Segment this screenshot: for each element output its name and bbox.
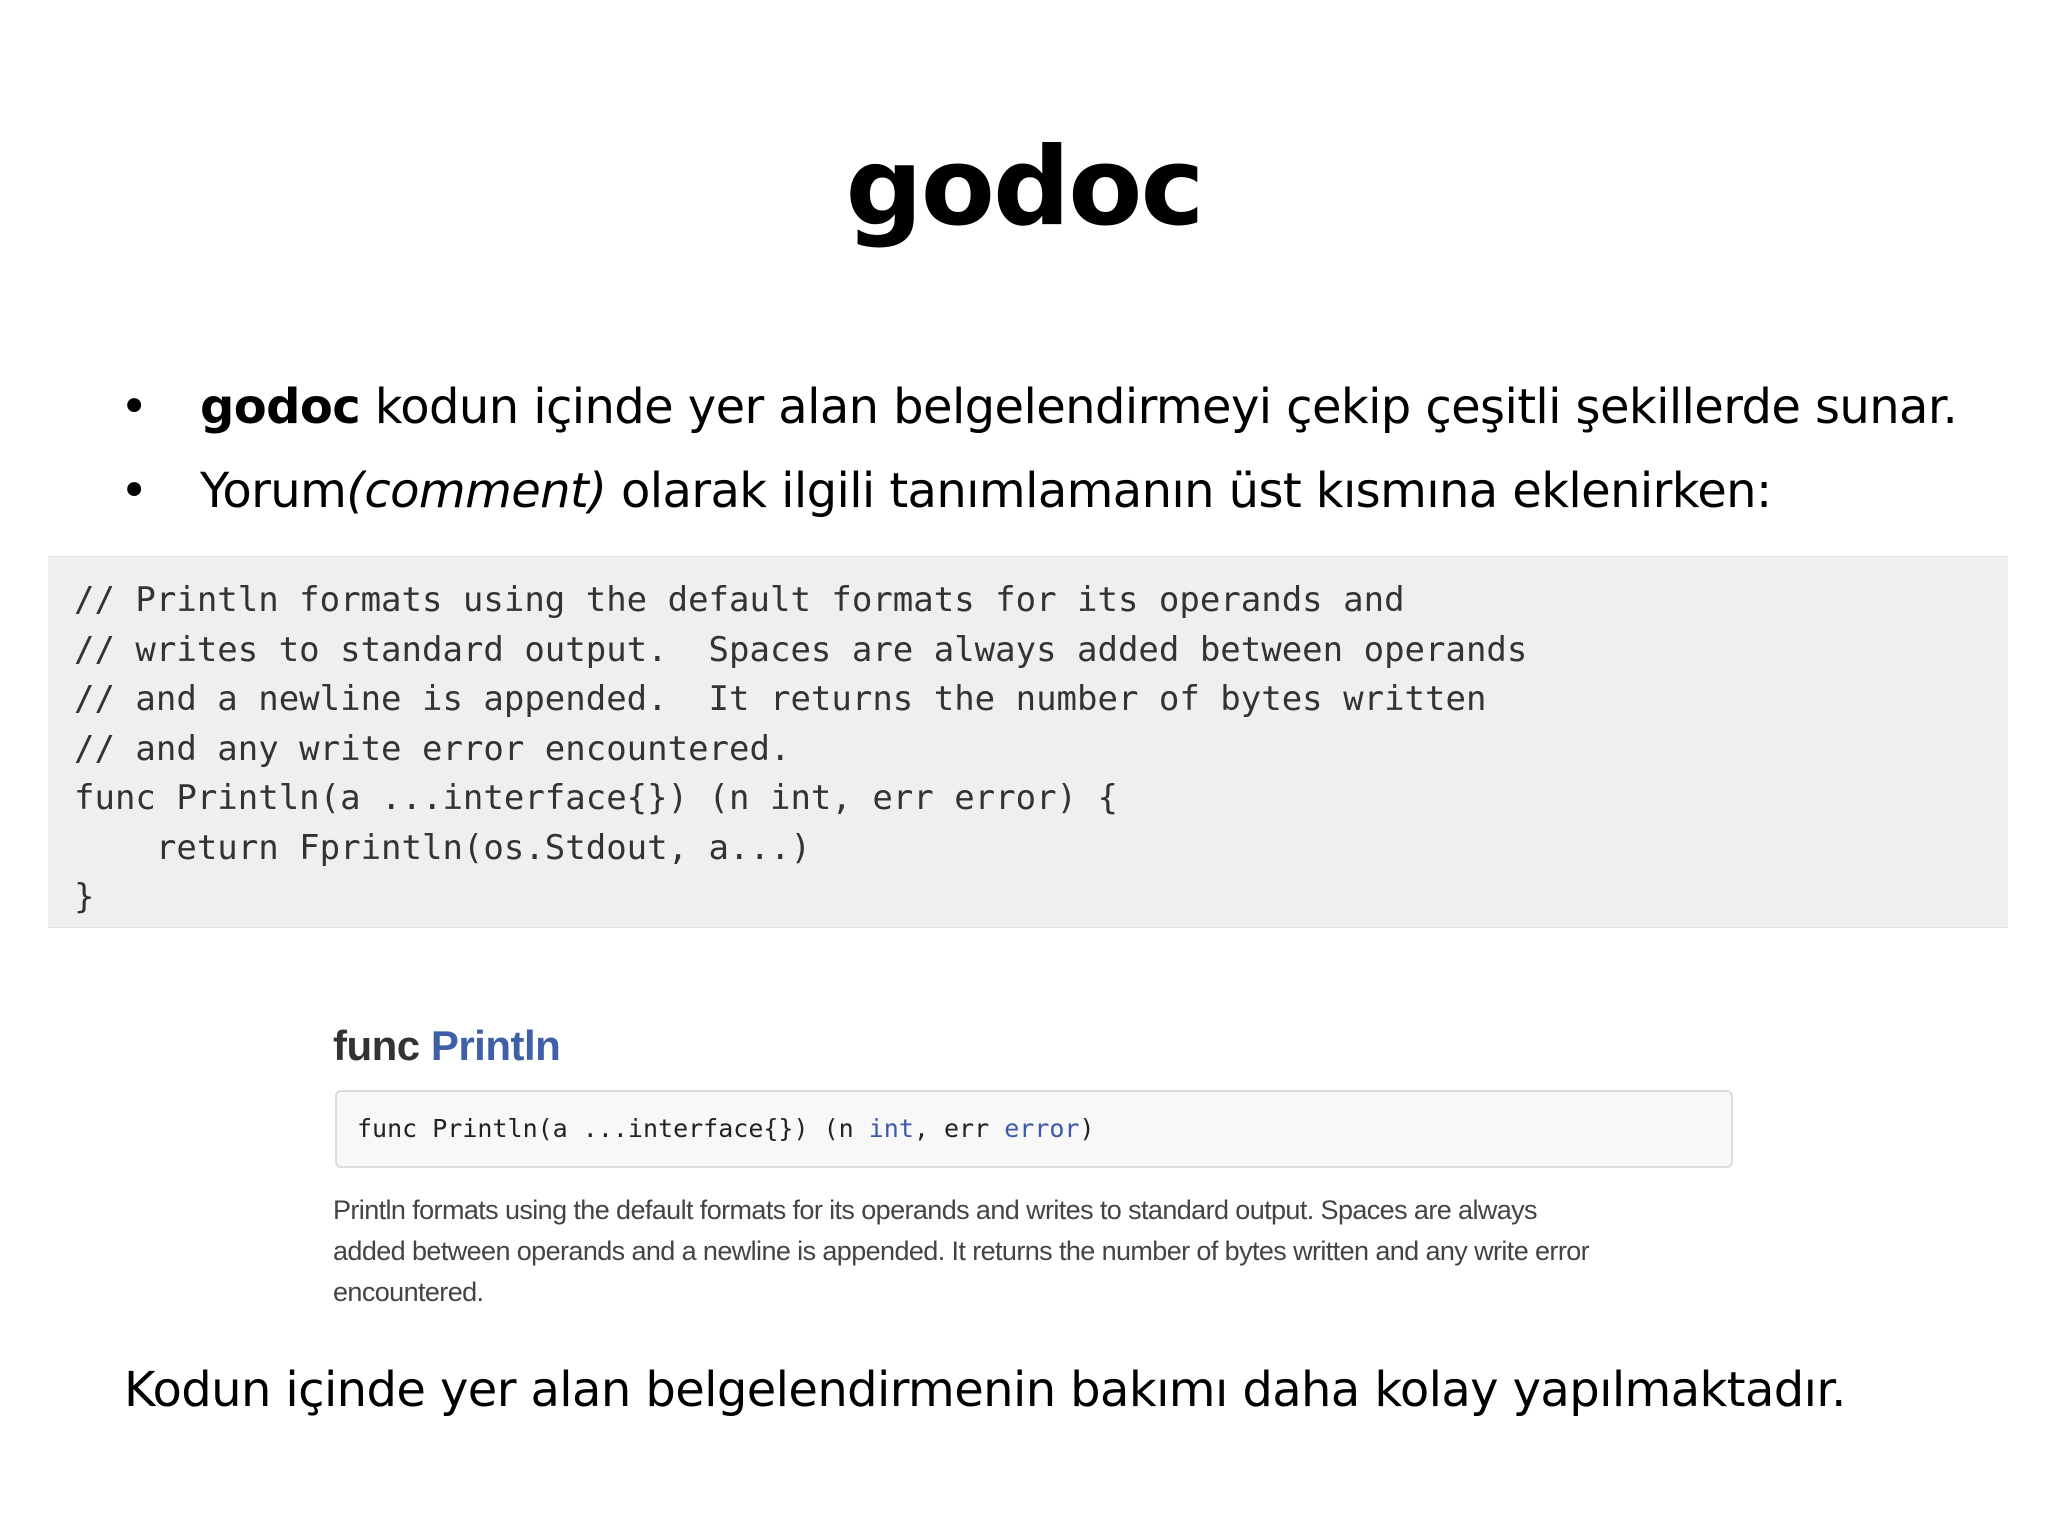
code-line: // writes to standard output. Spaces are always added between operands [74, 629, 1528, 670]
signature-text: func Println(a ...interface{}) (n [357, 1114, 869, 1143]
bullet-bold-term: godoc [200, 379, 361, 435]
signature-type-link[interactable]: int [868, 1114, 914, 1143]
code-line: // Println formats using the default formats for its operands and [74, 580, 1405, 620]
source-code-block [48, 556, 2008, 928]
slide-title: godoc [845, 125, 1203, 250]
bullet-text [200, 365, 1957, 449]
doc-description [333, 1190, 1743, 1313]
bullet-body: olarak ilgili tanımlamanın üst kısmına eklenirken: [606, 463, 1772, 519]
doc-heading-keyword: func [333, 1022, 420, 1069]
code-line: } [74, 877, 95, 917]
code-line: // and a newline is appended. It returns the number of bytes written [74, 679, 1487, 719]
code-line: return Fprintln(os.Stdout, a...) [74, 827, 811, 868]
signature-text: ) [1079, 1114, 1095, 1143]
bullet-lead: Yorum [200, 463, 347, 519]
doc-description-line: added between operands and a newline is appended. It returns the number of bytes written and any write error [333, 1236, 1590, 1266]
bullet-item-comment [120, 449, 2000, 533]
bullet-dot: • [120, 379, 148, 435]
bullet-dot: • [120, 463, 148, 519]
doc-description-line: Println formats using the default formats for its operands and writes to standard output. Spaces are always [333, 1195, 1537, 1225]
bullet-list [120, 365, 2000, 533]
signature-type-link[interactable]: error [1004, 1114, 1080, 1143]
slide-footer-text: Kodun içinde yer alan belgelendirmenin bakımı daha kolay yapılmaktadır. [124, 1362, 1846, 1418]
doc-signature [335, 1090, 1733, 1168]
bullet-text [200, 449, 1772, 533]
bullet-body: kodun içinde yer alan belgelendirmeyi çekip çeşitli şekillerde sunar. [360, 379, 1958, 435]
signature-text: , err [913, 1114, 1005, 1143]
doc-description-line: encountered. [333, 1277, 484, 1307]
bullet-item-godoc [120, 365, 2000, 449]
doc-heading-name-link[interactable]: Println [430, 1022, 561, 1069]
doc-function-heading [333, 1016, 560, 1076]
godoc-output-panel [325, 1000, 1745, 1536]
code-line: func Println(a ...interface{}) (n int, err error) { [74, 778, 1118, 818]
code-line: // and any write error encountered. [74, 728, 791, 769]
bullet-italic-term: (comment) [346, 463, 607, 519]
